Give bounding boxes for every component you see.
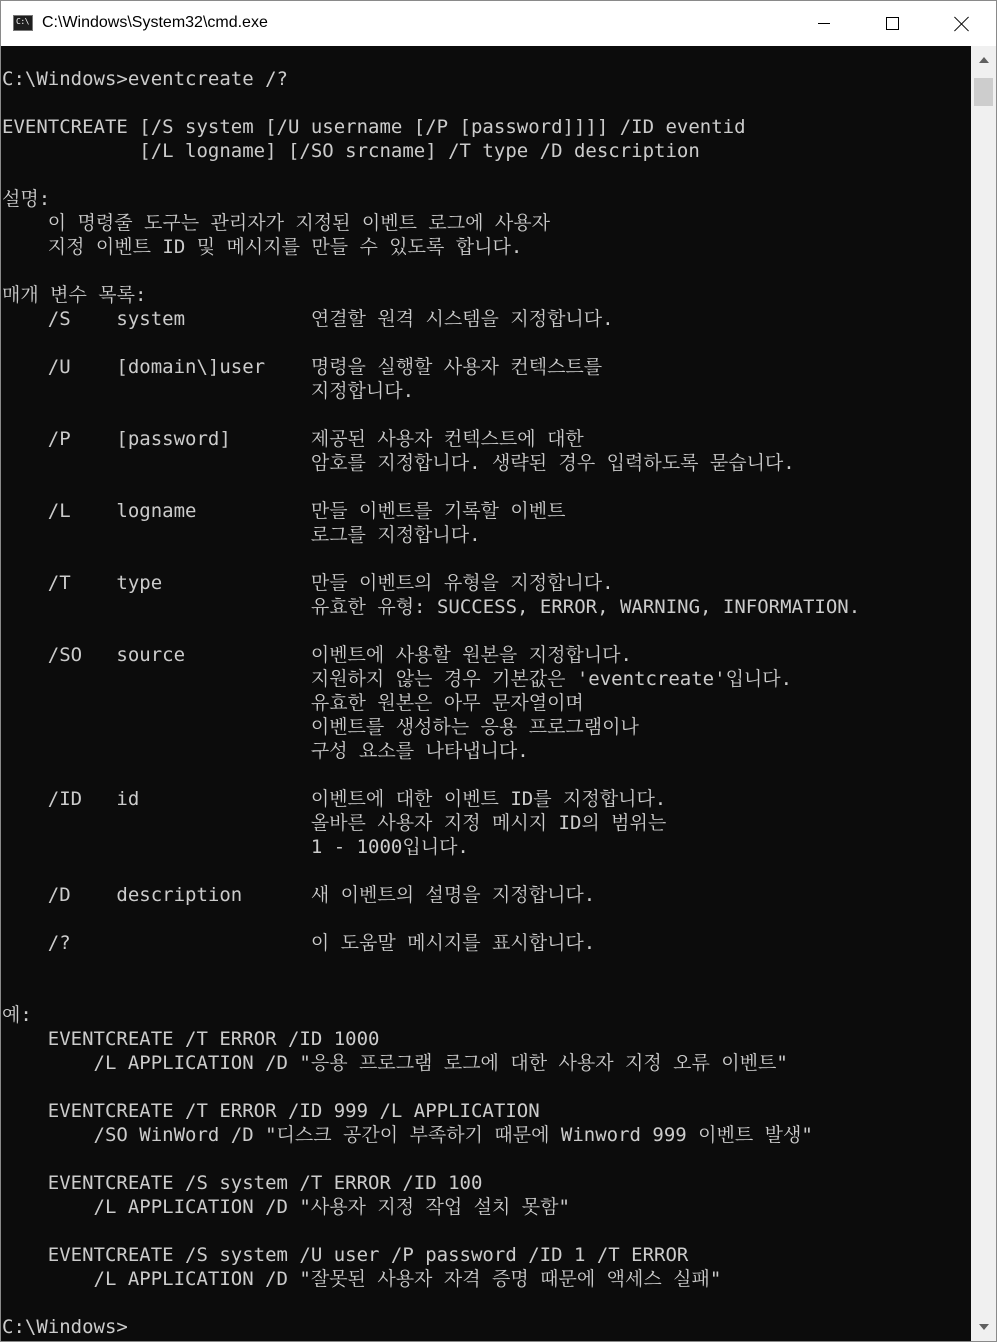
console-line: 매개 변수 목록: xyxy=(2,284,147,306)
cmd-app-icon-label: C:\ xyxy=(16,17,29,26)
vertical-scrollbar[interactable] xyxy=(971,46,996,1341)
console-output-area[interactable] xyxy=(1,46,971,1341)
console-line: EVENTCREATE [/S system [/U username [/P [password]]]] /ID eventid xyxy=(2,116,746,138)
console-line: 구성 요소를 나타냅니다. xyxy=(2,740,529,762)
scroll-up-arrow-icon xyxy=(979,57,989,63)
console-line: C:\Windows> xyxy=(2,1316,128,1338)
console-line: 로그를 지정합니다. xyxy=(2,524,481,546)
console-line: 이벤트를 생성하는 응용 프로그램이나 xyxy=(2,716,639,738)
console-line: C:\Windows>eventcreate /? xyxy=(2,68,288,90)
console-line: /SO WinWord /D "디스크 공간이 부족하기 때문에 Winword 999 이벤트 발생" xyxy=(2,1124,813,1146)
console-line: /L logname 만들 이벤트를 기록할 이벤트 xyxy=(2,500,566,522)
console-line: EVENTCREATE /T ERROR /ID 1000 xyxy=(2,1028,380,1050)
console-line: EVENTCREATE /T ERROR /ID 999 /L APPLICATION xyxy=(2,1100,540,1122)
console-line: EVENTCREATE /S system /T ERROR /ID 100 xyxy=(2,1172,483,1194)
console-text xyxy=(2,67,860,1339)
console-line: /L APPLICATION /D "응용 프로그램 로그에 대한 사용자 지정 오류 이벤트" xyxy=(2,1052,788,1074)
console-line: /? 이 도움말 메시지를 표시합니다. xyxy=(2,932,596,954)
console-line: 암호를 지정합니다. 생략된 경우 입력하도록 묻습니다. xyxy=(2,452,795,474)
console-line: /U [domain\]user 명령을 실행할 사용자 컨텍스트를 xyxy=(2,356,603,378)
console-line: 예: xyxy=(2,1004,32,1026)
console-line: 이 명령줄 도구는 관리자가 지정된 이벤트 로그에 사용자 xyxy=(2,212,550,234)
console-line: /L APPLICATION /D "잘못된 사용자 자격 증명 때문에 액세스 실패" xyxy=(2,1268,722,1290)
console-line: /SO source 이벤트에 사용할 원본을 지정합니다. xyxy=(2,644,632,666)
console-line: 유효한 유형: SUCCESS, ERROR, WARNING, INFORMATION. xyxy=(2,596,861,618)
console-line: 설명: xyxy=(2,188,51,210)
console-line: 지정합니다. xyxy=(2,380,415,402)
close-button[interactable] xyxy=(939,1,985,46)
console-line: 지정 이벤트 ID 및 메시지를 만들 수 있도록 합니다. xyxy=(2,236,523,258)
console-line: 올바른 사용자 지정 메시지 ID의 범위는 xyxy=(2,812,667,834)
console-line: EVENTCREATE /S system /U user /P password /ID 1 /T ERROR xyxy=(2,1244,689,1266)
window-title: C:\Windows\System32\cmd.exe xyxy=(42,14,268,31)
console-line: [/L logname] [/SO srcname] /T type /D description xyxy=(2,140,700,162)
console-line: /D description 새 이벤트의 설명을 지정합니다. xyxy=(2,884,596,906)
console-line: 유효한 원본은 아무 문자열이며 xyxy=(2,692,584,714)
minimize-button[interactable] xyxy=(801,1,847,46)
scroll-up-button[interactable] xyxy=(971,46,996,74)
minimize-icon xyxy=(818,23,830,24)
title-bar[interactable] xyxy=(1,1,996,46)
maximize-icon xyxy=(886,17,899,30)
scroll-thumb[interactable] xyxy=(974,78,993,106)
cmd-app-icon[interactable] xyxy=(13,15,33,31)
console-line: /L APPLICATION /D "사용자 지정 작업 설치 못함" xyxy=(2,1196,570,1218)
console-line: /T type 만들 이벤트의 유형을 지정합니다. xyxy=(2,572,614,594)
scroll-down-arrow-icon xyxy=(979,1324,989,1330)
maximize-button[interactable] xyxy=(869,1,915,46)
console-line: /ID id 이벤트에 대한 이벤트 ID를 지정합니다. xyxy=(2,788,667,810)
console-line: 1 - 1000입니다. xyxy=(2,836,469,858)
console-line: /P [password] 제공된 사용자 컨텍스트에 대한 xyxy=(2,428,584,450)
console-line: /S system 연결할 원격 시스템을 지정합니다. xyxy=(2,308,614,330)
scroll-down-button[interactable] xyxy=(971,1313,996,1341)
close-icon xyxy=(954,16,970,32)
console-line: 지원하지 않는 경우 기본값은 'eventcreate'입니다. xyxy=(2,668,793,690)
